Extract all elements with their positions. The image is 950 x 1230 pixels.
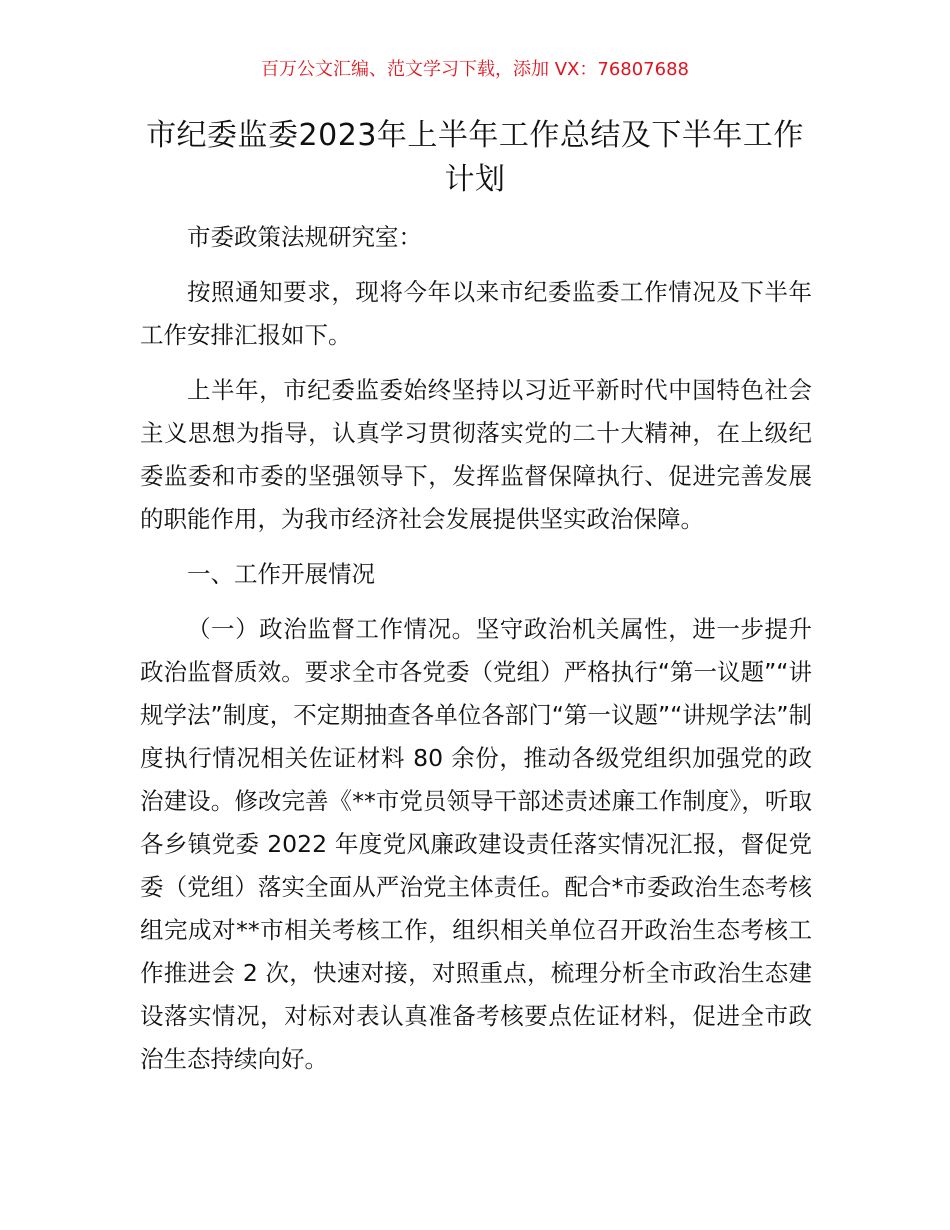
paragraph-political-supervision: （一）政治监督工作情况。坚守政治机关属性，进一步提升政治监督质效。要求全市各党委（党组）严格执行“第一议题”“讲规学法”制度，不定期抽查各单位各部门“第一议题”“讲规学法”制度执行情况相关佐证材料 80 余份，推动各级党组织加强党的政治建设。修改完善《**市党员领导干部述责述廉工作制度》，听取各乡镇党委 2022 年度党风廉政建设责任落实情况汇报，督促党委（党组）落实全面从严治党主体责任。配合*市委政治生态考核组完成对**市相关考核工作，组织相关单位召开政治生态考核工作推进会 2 次，快速对接，对照重点，梳理分析全市政治生态建设落实情况，对标对表认真准备考核要点佐证材料，促进全市政治生态持续向好。 [140,615,812,1073]
paragraph-intro: 按照通知要求，现将今年以来市纪委监委工作情况及下半年工作安排汇报如下。 [140,278,812,349]
header-text: 百万公文汇编、范文学习下载，添加 VX：76807688 [261,59,689,80]
section-heading: 一、工作开展情况 [187,560,375,588]
document-title: 市纪委监委2023年上半年工作总结及下半年工作计划 [146,118,804,197]
salutation: 市委政策法规研究室： [187,223,422,251]
watermark-header [0,58,950,82]
document-body [140,216,812,1081]
paragraph-summary: 上半年，市纪委监委始终坚持以习近平新时代中国特色社会主义思想为指导，认真学习贯彻落实党的二十大精神，在上级纪委监委和市委的坚强领导下，发挥监督保障执行、促进完善发展的职能作用，为我市经济社会发展提供坚实政治保障。 [140,376,812,533]
